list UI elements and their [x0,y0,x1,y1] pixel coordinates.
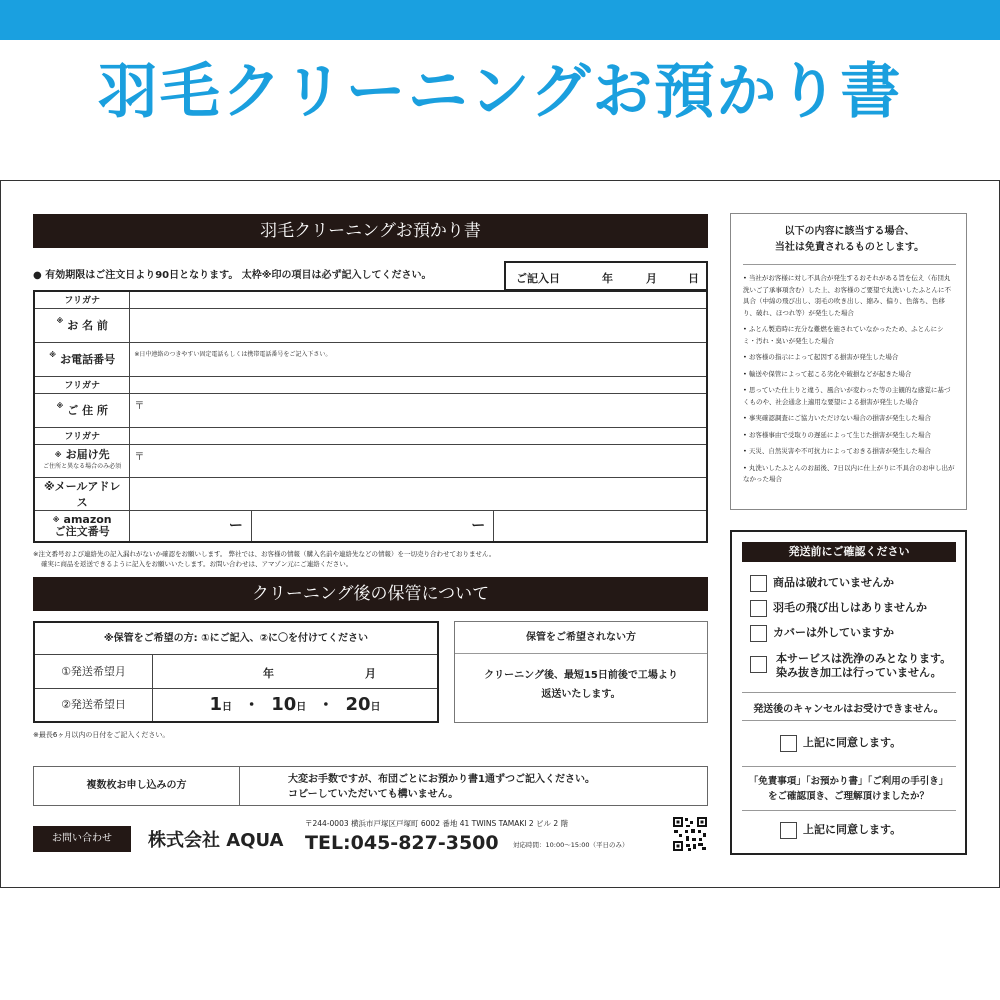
date-year: 年 [602,272,613,285]
day-option-10[interactable]: 10日 [271,694,307,715]
disclaimer-item: • お客様の指示によって起因する損害が発生した場合 [743,353,899,361]
delivery-input[interactable] [130,444,707,477]
separator-dot: ・ [317,695,334,714]
contact-button[interactable]: お問い合わせ [33,826,131,852]
phone-input[interactable] [130,342,707,376]
storage-limit-note: ※最長6ヶ月以内の日付をご記入ください。 [33,731,170,739]
email-input[interactable] [130,477,707,510]
disclaimer-box [730,213,967,510]
check-item-1[interactable]: 商品は破れていませんか [750,574,894,592]
no-cancel-note: 発送後のキャンセルはお受けできません。 [753,704,944,715]
storage-header: クリーニング後の保管について [33,577,708,611]
day-option-1[interactable]: 1日 [209,694,233,715]
agree-checkbox-1[interactable]: 上記に同意します。 [780,734,901,752]
separator-dot: ・ [243,695,260,714]
no-storage-header: 保管をご希望されない方 [455,622,707,654]
delivery-note: ご住所と異なる場合のみ必須 [43,462,122,470]
ship-year-unit: 年 [263,667,274,680]
order-dash: ー [221,511,251,541]
qr-code-icon[interactable] [672,816,708,852]
confirm-question-2: をご確認頂き、ご理解頂けましたか？ [767,791,930,802]
date-box[interactable] [504,261,708,291]
disclaimer-title-1: 以下の内容に該当する場合、 [784,226,915,237]
ship-day-label: ②発送希望日 [35,689,153,721]
no-storage-text-1: クリーニング後、最短15日前後で工場より [484,670,678,681]
business-hours: 対応時間：10:00〜15:00（平日のみ） [513,841,629,849]
storage-wish-header: ※保管をご希望の方: ①にご記入、②に〇を付けてください [35,623,437,655]
amazon-order-label: ※ amazon ご注文番号 [34,510,130,542]
postal-mark: 〒 [134,400,145,412]
phone-note: ※日中連絡のつきやすい固定電話もしくは携帯電話番号をご記入下さい。 [134,350,332,358]
phone-label: ※ お電話番号 [34,342,130,376]
furigana-input-2[interactable] [130,376,707,393]
company-name: 株式会社 AQUA [148,830,284,851]
top-accent-bar [0,0,1000,40]
multiple-label: 複数枚お申し込みの方 [34,767,240,805]
agree-checkbox-2[interactable]: 上記に同意します。 [780,821,901,839]
checkbox[interactable] [750,656,767,673]
amazon-order-input[interactable] [130,510,707,542]
checkbox[interactable] [750,600,767,617]
furigana-input-3[interactable] [130,427,707,444]
email-label: ※メールアドレス [34,477,130,510]
address-label: ※ ご 住 所 [34,393,130,427]
checkbox[interactable] [780,735,797,752]
check-item-4[interactable]: 本サービスは洗浄のみとなります。 染み抜き加工は行っていません。 [750,652,951,680]
date-label: ご記入日 [516,272,560,285]
postal-mark-2: 〒 [134,451,145,463]
furigana-label-2: フリガナ [34,376,130,393]
confirm-question-1: 「免責事項」「お預かり書」「ご利用の手引き」 [748,776,949,787]
validity-note: ● 有効期限はご注文日より90日となります。 太枠※印の項目は必ず記入してください。 [33,270,432,281]
name-label: ※ お 名 前 [34,308,130,342]
page-title: 羽毛クリーニングお預かり書 [97,57,903,127]
checklist-box [730,530,967,855]
address-input[interactable] [130,393,707,427]
form-footnote: ※注文番号および連絡先の記入漏れがないか確認をお願いします。 弊社では、お客様の情報（購入名前や連絡先などの情報）を一切売り合わせておりません。 確実に商品を返送できるように記入をお願いいたします。お問い合わせは、アマゾン元にご連絡ください。 [33,550,496,568]
multiple-box [33,766,708,806]
form-header: 羽毛クリーニングお預かり書 [33,214,708,248]
check-item-2[interactable]: 羽毛の飛び出しはありませんか [750,599,927,617]
ship-month-unit: 月 [365,667,376,680]
date-day: 日 [688,272,699,285]
checklist-header: 発送前にご確認ください [742,542,956,562]
no-storage-box [454,621,708,723]
checkbox[interactable] [750,575,767,592]
disclaimer-item: • 思っていた仕上りと違う、風合いが変わった等の主観的な感覚に基づくものや、社会通念上適用な要望による損害が発生した場合 [743,386,951,406]
disclaimer-item: • 輸送や保管によって起こる劣化や破損などが起きた場合 [743,369,912,378]
company-address: 〒244-0003 横浜市戸塚区戸塚町 6002 番地 41 TWINS TAMAKI 2 ビル 2 階 [305,819,569,828]
furigana-input[interactable] [130,291,707,308]
disclaimer-item: • お客様事由で受取りの遅延によって生じた損害が発生した場合 [743,430,931,439]
ship-month-label: ①発送希望月 [35,655,153,689]
company-tel: TEL:045-827-3500 [305,832,499,854]
ship-month-input[interactable] [153,655,437,689]
disclaimer-title-2: 当社は免責されるものとします。 [774,242,925,253]
checkbox[interactable] [750,625,767,642]
no-storage-text-2: 返送いたします。 [541,689,621,700]
ship-day-options [153,689,437,721]
disclaimer-item: • 丸洗いしたふとんのお届後、7日以内に仕上がりに不具合のお申し出がなかった場合 [743,463,955,483]
checkbox[interactable] [780,822,797,839]
furigana-label: フリガナ [34,291,130,308]
check-item-3[interactable]: カバーは外していますか [750,624,894,642]
multiple-text-1: 大変お手数ですが、布団ごとにお預かり書1通ずつご記入ください。 [288,774,595,785]
customer-info-table [33,290,708,543]
order-dash: ー [464,511,494,541]
furigana-label-3: フリガナ [34,427,130,444]
multiple-text-2: コピーしていただいても構いません。 [288,789,459,800]
storage-wish-box [33,621,439,723]
date-month: 月 [646,272,657,285]
disclaimer-item: • 事実確認調査にご協力いただけない場合の損害が発生した場合 [743,414,931,422]
delivery-label: ※ お届け先 ご住所と異なる場合のみ必須 [34,444,130,477]
disclaimer-item: • 天災、自然災害や不可抗力によっておきる損害が発生した場合 [743,447,931,455]
disclaimer-item: • 当社がお客様に対し不具合が発生するおそれがある旨を伝え（布団丸洗いご了承事項含む）した上、お客様のご要望で丸洗いしたふとんに不具合（中綿の飛び出し、羽毛の吹き出し、縮み、偏り、色落ち、色移り、破れ、ほつれ等）が発生した場合 [743,274,951,317]
disclaimer-item: • ふとん製造時に充分な難燃を施されていなかったため、ふとんにシミ・汚れ・臭いが発生した場合 [743,325,944,345]
day-option-20[interactable]: 20日 [345,694,381,715]
name-input[interactable] [130,308,707,342]
